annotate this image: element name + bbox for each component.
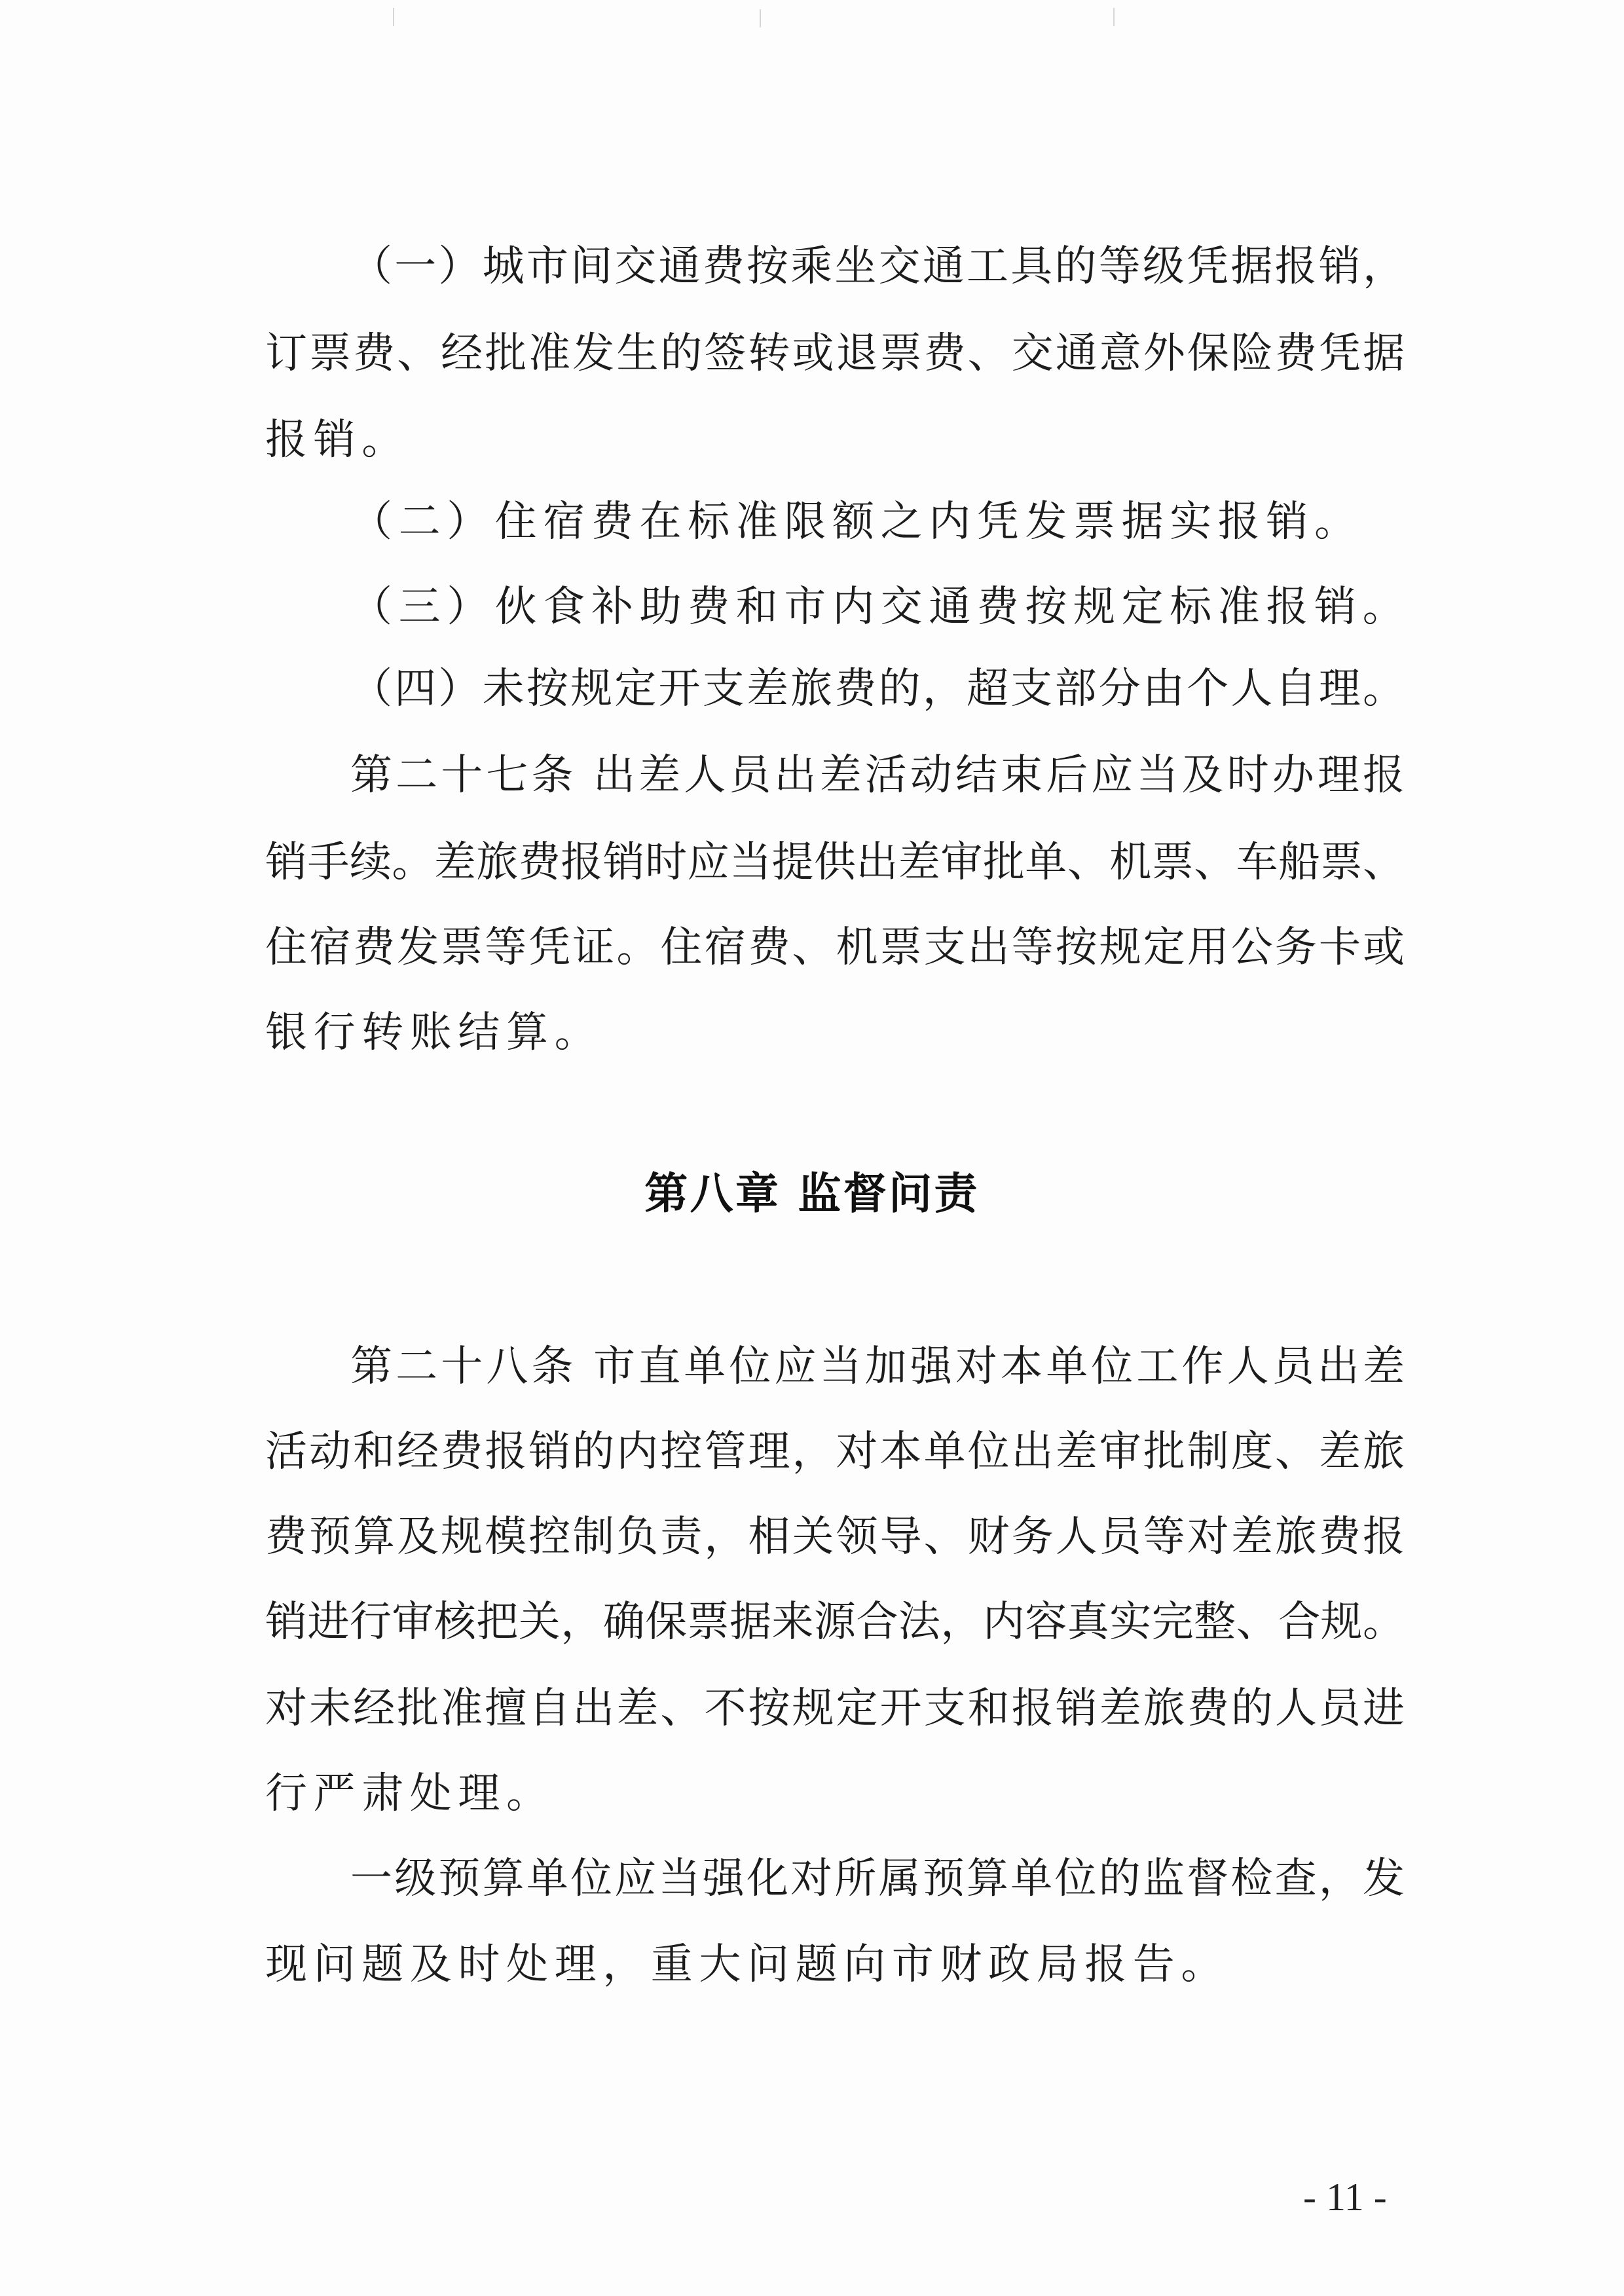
article-28-line: 第二十八条 市直单位应当加强对本单位工作人员出差 bbox=[350, 1342, 1405, 1391]
page-number: - 11 - bbox=[1303, 2176, 1387, 2219]
scan-mark bbox=[760, 9, 761, 28]
supervision-paragraph-line: 现问题及时处理，重大问题向市财政局报告。 bbox=[265, 1940, 1229, 1989]
article-28-line: 活动和经费报销的内控管理，对本单位出差审批制度、差旅 bbox=[265, 1428, 1405, 1476]
paragraph-line: （四）未按规定开支差旅费的，超支部分由个人自理。 bbox=[350, 665, 1405, 713]
paragraph-line: （三）伙食补助费和市内交通费按规定标准报销。 bbox=[350, 583, 1411, 631]
article-28-line: 销进行审核把关，确保票据来源合法，内容真实完整、合规。 bbox=[265, 1598, 1405, 1646]
article-28-line: 对未经批准擅自出差、不按规定开支和报销差旅费的人员进 bbox=[265, 1684, 1405, 1733]
article-28-line: 费预算及规模控制负责，相关领导、财务人员等对差旅费报 bbox=[265, 1513, 1405, 1561]
article-27-line: 第二十七条 出差人员出差活动结束后应当及时办理报 bbox=[350, 751, 1405, 800]
scan-mark bbox=[393, 8, 394, 26]
article-27-line: 销手续。差旅费报销时应当提供出差审批单、机票、车船票、 bbox=[265, 838, 1405, 887]
scan-mark bbox=[1113, 8, 1115, 26]
article-28-line: 行严肃处理。 bbox=[265, 1769, 555, 1818]
chapter-heading: 第八章 监督问责 bbox=[644, 1168, 980, 1219]
paragraph-line: （一）城市间交通费按乘坐交通工具的等级凭据报销， bbox=[350, 242, 1405, 291]
article-27-line: 住宿费发票等凭证。住宿费、机票支出等按规定用公务卡或 bbox=[265, 923, 1405, 972]
paragraph-line: 订票费、经批准发生的签转或退票费、交通意外保险费凭据 bbox=[265, 329, 1405, 378]
article-27-line: 银行转账结算。 bbox=[265, 1009, 603, 1057]
paragraph-line: （二）住宿费在标准限额之内凭发票据实报销。 bbox=[350, 498, 1363, 546]
paragraph-line: 报销。 bbox=[265, 416, 410, 464]
supervision-paragraph-line: 一级预算单位应当强化对所属预算单位的监督检查，发 bbox=[350, 1855, 1405, 1903]
